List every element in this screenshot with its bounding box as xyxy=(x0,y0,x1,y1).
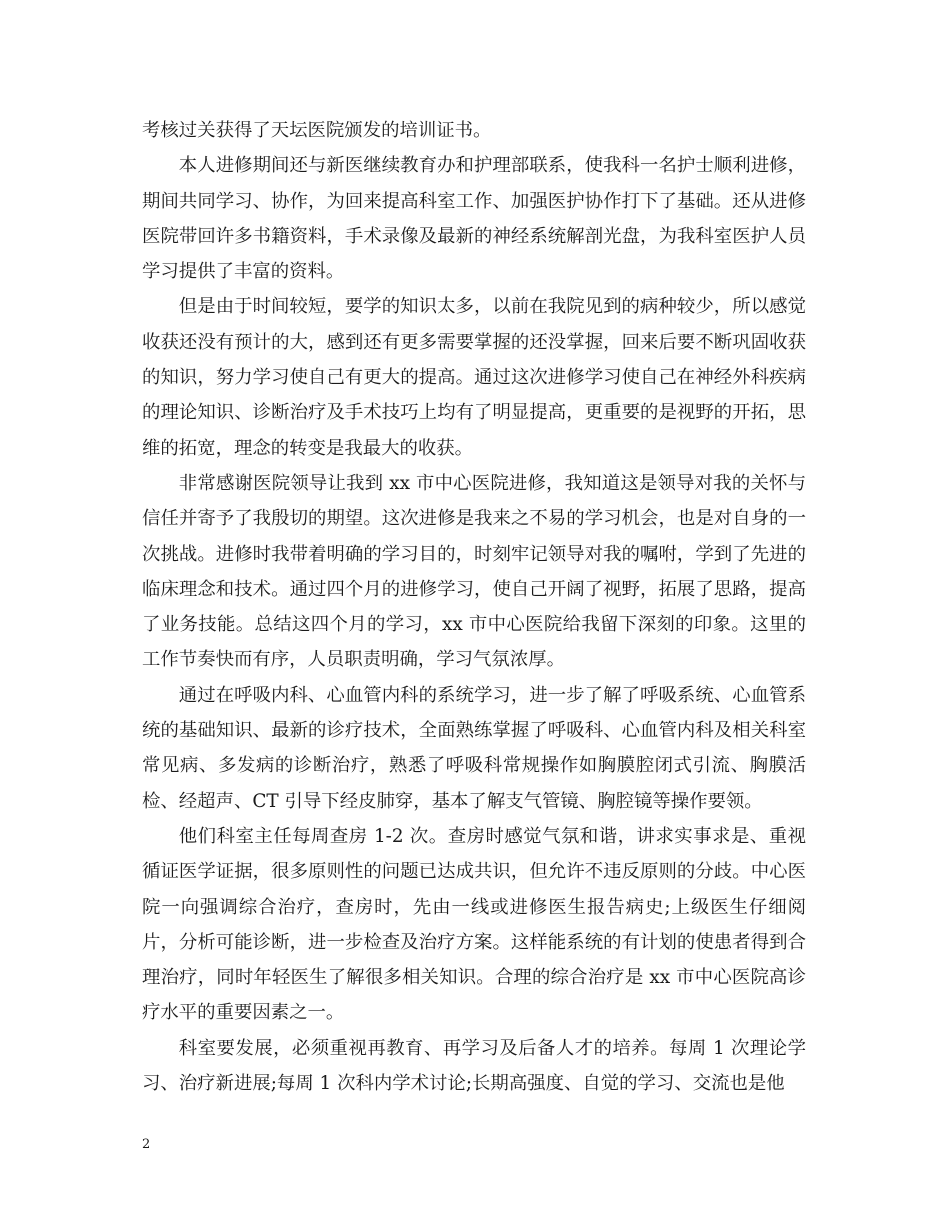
paragraph: 非常感谢医院领导让我到 xx 市中心医院进修，我知道这是领导对我的关怀与信任并寄予了我殷切的期望。这次进修是我来之不易的学习机会，也是对自身的一次挑战。进修时我带着明确的学习目的，时刻牢记领导对我的嘱咐，学到了先进的临床理念和技术。通过四个月的进修学习，使自己开阔了视野，拓展了思路，提高了业务技能。总结这四个月的学习，xx 市中心医院给我留下深刻的印象。这里的工作节奏快而有序，人员职责明确，学习气氛浓厚。 xyxy=(142,472,806,671)
paragraph: 他们科室主任每周查房 1-2 次。查房时感觉气氛和谐，讲求实事求是、重视循证医学证据，很多原则性的问题已达成共识，但允许不违反原则的分歧。中心医院一向强调综合治疗，查房时，先由一线或进修医生报告病史;上级医生仔细阅片，分析可能诊断，进一步检查及治疗方案。这样能系统的有计划的使患者得到合理治疗，同时年轻医生了解很多相关知识。合理的综合治疗是 xx 市中心医院高诊疗水平的重要因素之一。 xyxy=(142,825,806,1024)
document-body xyxy=(142,113,806,1101)
paragraph: 本人进修期间还与新医继续教育办和护理部联系，使我科一名护士顺利进修，期间共同学习、协作，为回来提高科室工作、加强医护协作打下了基础。还从进修医院带回许多书籍资料，手术录像及最新的神经系统解剖光盘，为我科室医护人员学习提供了丰富的资料。 xyxy=(142,155,806,283)
paragraph: 科室要发展，必须重视再教育、再学习及后备人才的培养。每周 1 次理论学习、治疗新进展;每周 1 次科内学术讨论;长期高强度、自觉的学习、交流也是他 xyxy=(142,1037,806,1095)
paragraph-continuation: 考核过关获得了天坛医院颁发的培训证书。 xyxy=(142,120,492,141)
paragraph: 通过在呼吸内科、心血管内科的系统学习，进一步了解了呼吸系统、心血管系统的基础知识、最新的诊疗技术，全面熟练掌握了呼吸科、心血管内科及相关科室常见病、多发病的诊断治疗，熟悉了呼吸科常规操作如胸膜腔闭式引流、胸膜活检、经超声、CT 引导下经皮肺穿，基本了解支气管镜、胸腔镜等操作要领。 xyxy=(142,684,806,812)
paragraph: 但是由于时间较短，要学的知识太多，以前在我院见到的病种较少，所以感觉收获还没有预计的大，感到还有更多需要掌握的还没掌握，回来后要不断巩固收获的知识，努力学习使自己有更大的提高。通过这次进修学习使自己在神经外科疾病的理论知识、诊断治疗及手术技巧上均有了明显提高，更重要的是视野的开拓，思维的拓宽，理念的转变是我最大的收获。 xyxy=(142,296,806,459)
page-number: 2 xyxy=(142,1137,151,1152)
